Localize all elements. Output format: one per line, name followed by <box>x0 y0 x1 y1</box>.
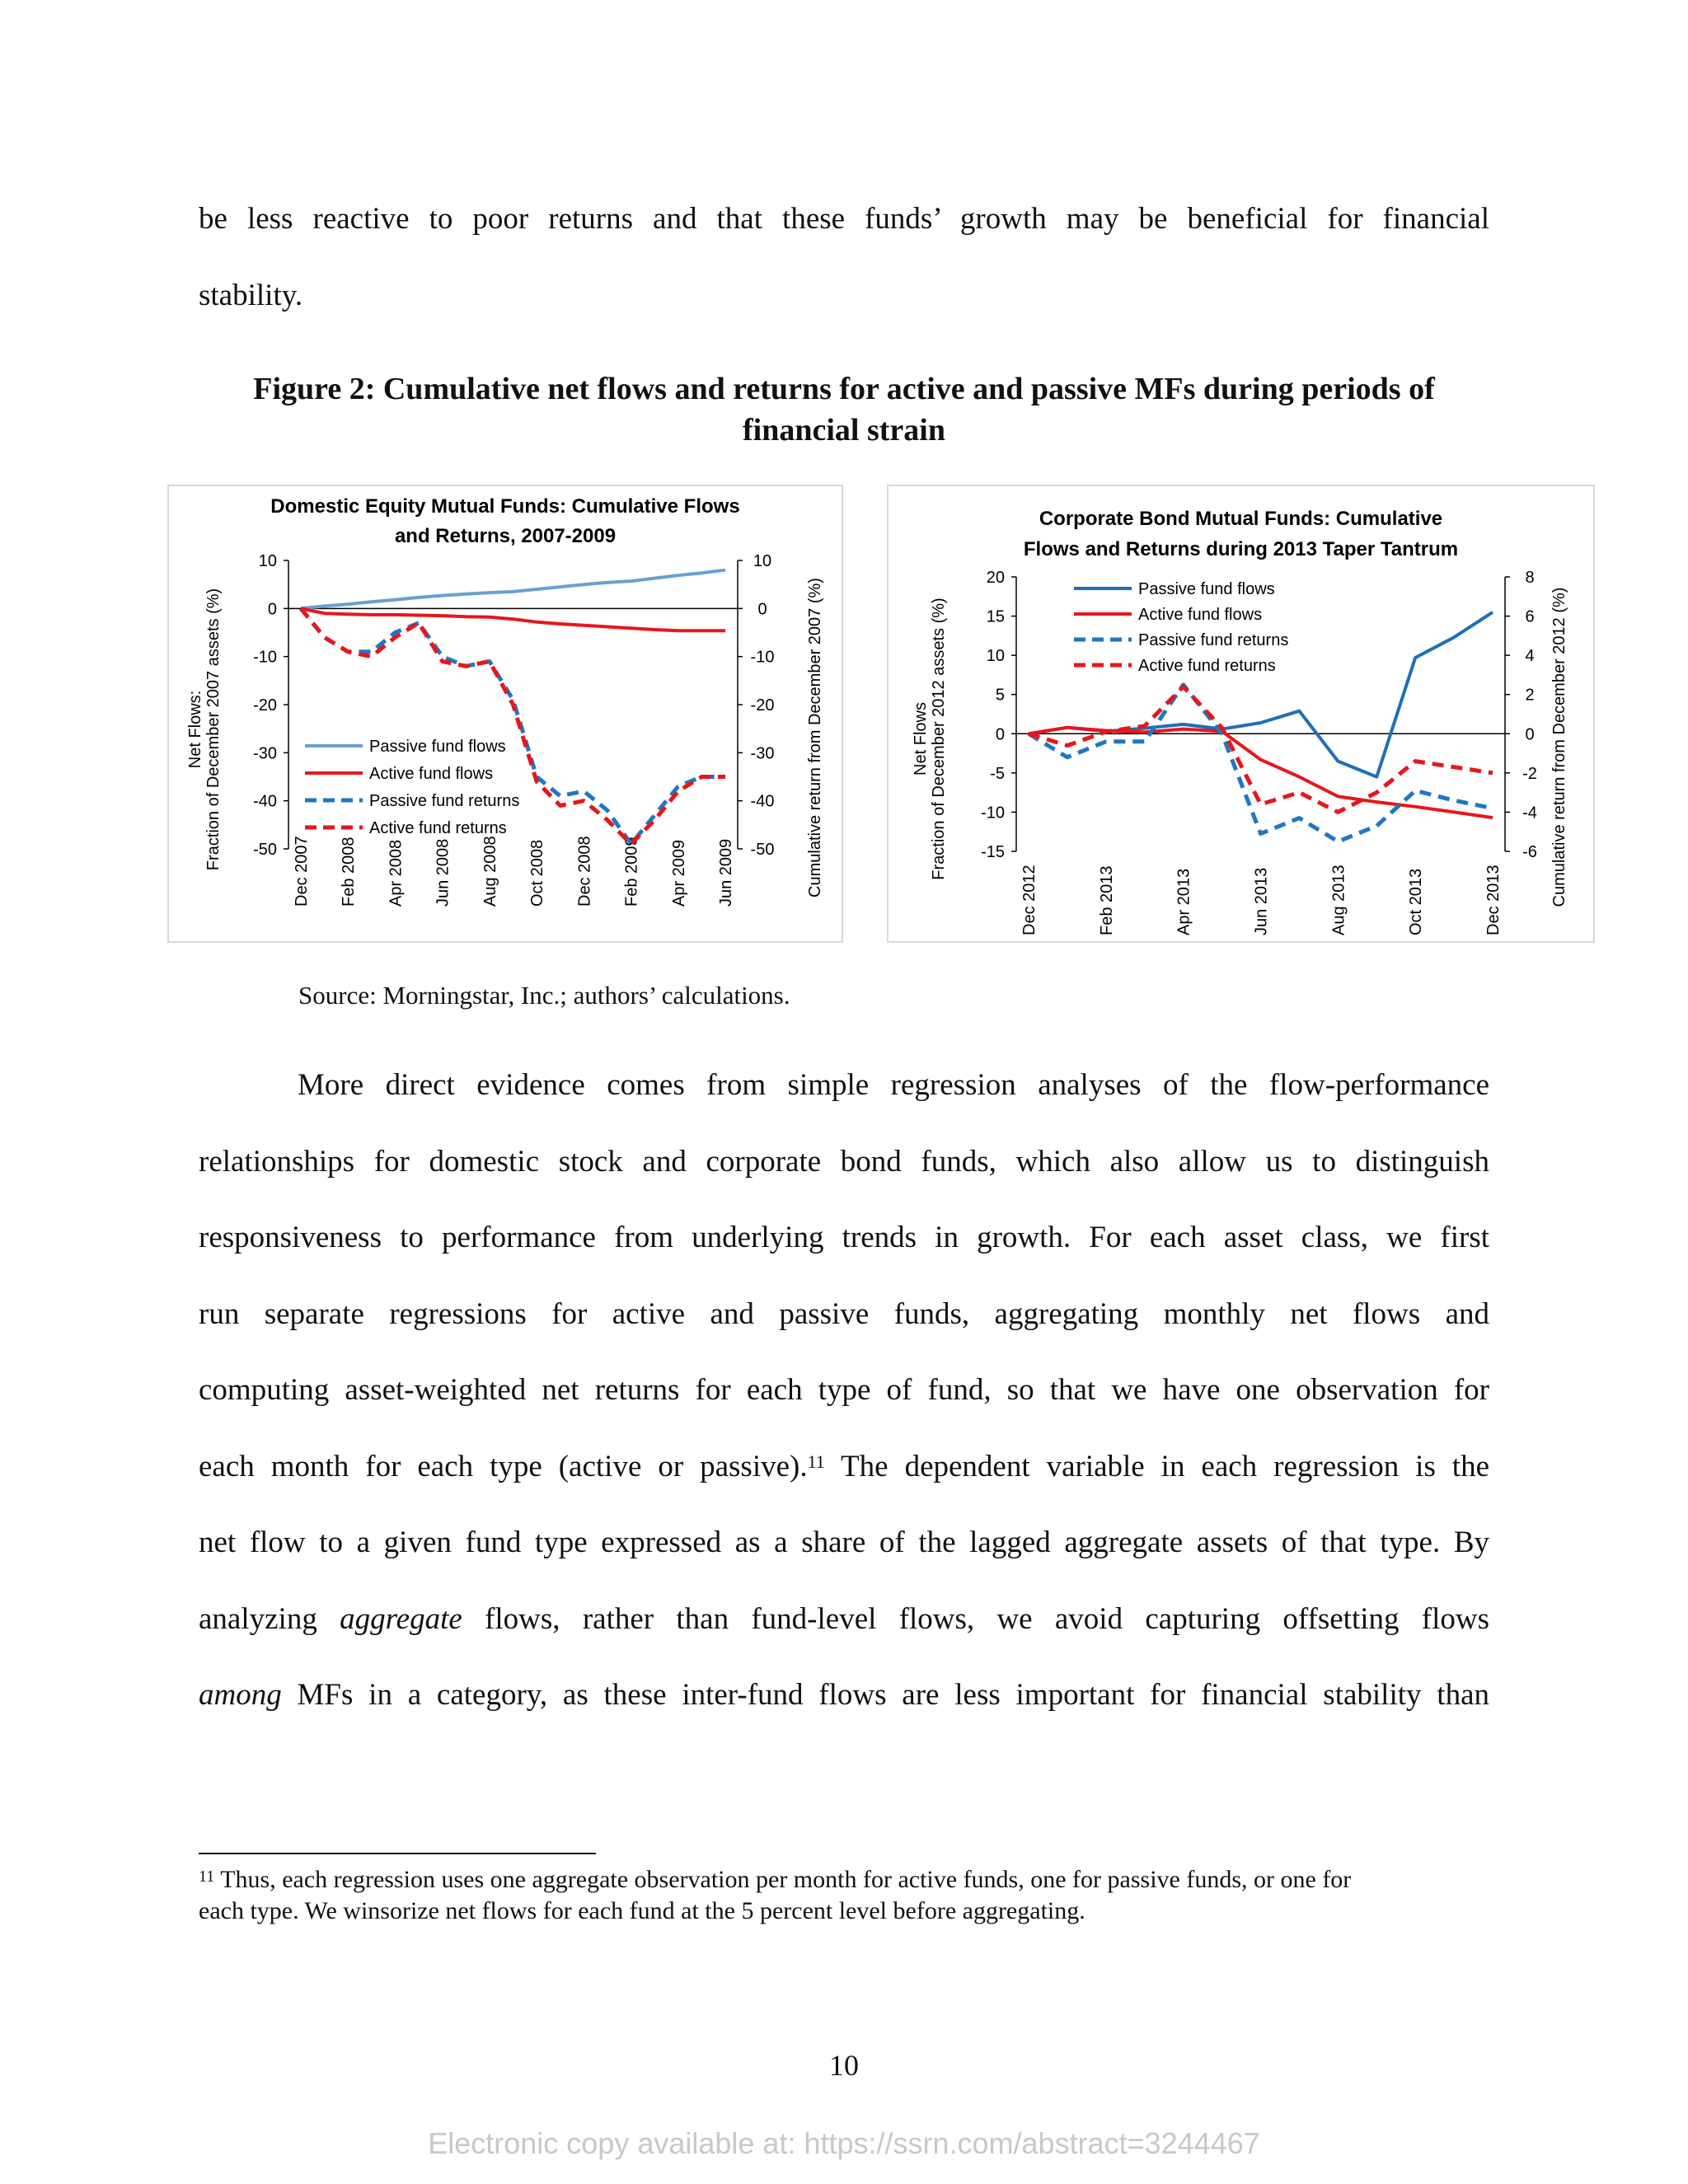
series-active-fund-flows <box>301 608 725 630</box>
emphasis-among: among <box>199 1678 282 1712</box>
text-fragment: flows, rather than fund-level flows, we avoid capturing offsetting flows <box>462 1601 1490 1636</box>
x-tick-label: Apr 2009 <box>669 839 688 907</box>
right-tick-label: -4 <box>1522 804 1537 823</box>
left-tick-label: -20 <box>253 696 277 715</box>
emphasis-aggregate: aggregate <box>340 1601 462 1636</box>
text-fragment: The dependent variable in each regression is the <box>824 1449 1489 1483</box>
page-number: 10 <box>829 2049 859 2082</box>
text-line: computing asset-weighted net returns for each type of fund, so that we have one observation for <box>199 1373 1489 1407</box>
x-tick-label: Aug 2008 <box>481 836 499 907</box>
footnote-line2: each type. We winsorize net flows for each fund at the 5 percent level before aggregating. <box>199 1897 1085 1924</box>
right-tick-label: -40 <box>750 792 775 811</box>
right-tick-label: 0 <box>1525 725 1535 744</box>
x-tick-label: Dec 2008 <box>575 836 594 907</box>
figure-title-line1: Figure 2: Cumulative net flows and returns for active and passive MFs during periods of <box>253 372 1435 406</box>
right-tick-label: -30 <box>750 744 775 763</box>
left-tick-label: 10 <box>986 647 1005 666</box>
right-tick-label: 0 <box>757 600 767 619</box>
left-axis-title: Net Flows: <box>186 690 204 769</box>
x-tick-label: Feb 2013 <box>1097 865 1116 935</box>
right-tick-label: 6 <box>1525 607 1535 626</box>
text-line: relationships for domestic stock and corporate bond funds, which also allow us to distinguish <box>199 1144 1489 1179</box>
legend-label: Passive fund returns <box>369 792 520 810</box>
legend-label: Passive fund flows <box>1138 580 1275 598</box>
left-tick-label: -10 <box>981 804 1005 823</box>
left-tick-label: 20 <box>986 569 1005 587</box>
footnote <box>199 1864 1489 1927</box>
right-axis-title: Cumulative return from December 2007 (%) <box>806 578 824 898</box>
left-tick-label: 0 <box>267 600 277 619</box>
text-line: be less reactive to poor returns and that these funds’ growth may be beneficial for financial <box>199 202 1489 236</box>
text-line: More direct evidence comes from simple regression analyses of the flow-performance <box>298 1068 1489 1102</box>
text-fragment: MFs in a category, as these inter-fund flows are less important for financial stability than <box>281 1678 1489 1712</box>
legend-label: Active fund returns <box>369 819 507 837</box>
legend-label: Active fund flows <box>369 765 494 783</box>
left-tick-label: -40 <box>253 792 277 811</box>
chart-title: Flows and Returns during 2013 Taper Tantrum <box>1023 538 1459 560</box>
text-line: net flow to a given fund type expressed as a share of the lagged aggregate assets of that type. By <box>199 1526 1489 1559</box>
right-tick-label: 10 <box>753 552 772 570</box>
series-active-fund-flows <box>1029 728 1493 818</box>
legend-label: Active fund returns <box>1138 657 1276 675</box>
ssrn-link[interactable]: Electronic copy available at: https://ssrn.com/abstract=3244467 <box>428 2126 1260 2160</box>
chart-title: Domestic Equity Mutual Funds: Cumulative Flows <box>270 495 740 518</box>
footnote-divider <box>199 1853 596 1854</box>
text-fragment: analyzing <box>199 1601 340 1636</box>
right-tick-label: -6 <box>1522 843 1537 861</box>
x-tick-label: Aug 2013 <box>1329 865 1348 935</box>
text-fragment: each month for each type (active or passive). <box>199 1449 808 1483</box>
legend-label: Passive fund flows <box>369 738 506 756</box>
text-line: run separate regressions for active and passive funds, aggregating monthly net flows and <box>199 1296 1489 1331</box>
left-axis-title: Fraction of December 2007 assets (%) <box>204 588 223 871</box>
x-tick-label: Feb 2009 <box>622 837 641 907</box>
right-tick-label: 2 <box>1525 686 1535 705</box>
x-tick-label: Feb 2008 <box>340 837 359 907</box>
right-tick-label: -2 <box>1522 764 1537 783</box>
left-tick-label: -50 <box>253 841 277 859</box>
chart-bond <box>887 485 1595 943</box>
x-tick-label: Jun 2013 <box>1252 867 1271 935</box>
footnote-marker: 11 <box>199 1868 215 1886</box>
x-tick-label: Apr 2008 <box>387 839 406 907</box>
chart-title: and Returns, 2007-2009 <box>394 525 617 547</box>
left-tick-label: -10 <box>253 648 277 667</box>
left-axis-title: Fraction of December 2012 assets (%) <box>930 598 948 880</box>
x-tick-label: Dec 2012 <box>1020 865 1039 935</box>
x-tick-label: Oct 2013 <box>1407 868 1426 935</box>
chart-title: Corporate Bond Mutual Funds: Cumulative <box>1039 508 1443 530</box>
x-tick-label: Apr 2013 <box>1175 868 1193 935</box>
right-tick-label: -10 <box>750 648 775 667</box>
figure-source: Source: Morningstar, Inc.; authors’ calculations. <box>298 981 790 1010</box>
left-tick-label: -15 <box>981 843 1005 861</box>
footnote-line1 <box>199 1864 1489 1896</box>
text-line: responsiveness to performance from underlying trends in growth. For each asset class, we first <box>199 1221 1489 1254</box>
left-tick-label: 10 <box>258 552 277 570</box>
x-tick-label: Dec 2007 <box>293 836 311 907</box>
left-tick-label: -5 <box>990 764 1005 783</box>
right-axis-title: Cumulative return from December 2012 (%) <box>1550 587 1568 907</box>
chart-bond-svg <box>889 486 1593 941</box>
left-tick-label: 0 <box>995 725 1005 744</box>
series-passive-fund-flows <box>301 570 725 609</box>
x-tick-label: Jun 2008 <box>434 838 452 907</box>
right-tick-label: -20 <box>750 696 775 715</box>
legend-label: Active fund flows <box>1138 606 1263 624</box>
right-tick-label: 4 <box>1525 647 1535 666</box>
text-line <box>199 1429 1489 1506</box>
left-tick-label: -30 <box>253 744 277 763</box>
left-axis-title: Net Flows <box>912 702 930 776</box>
body-paragraph <box>199 1047 1489 1734</box>
figure-title-line2: financial strain <box>743 413 945 448</box>
left-tick-label: 15 <box>986 607 1005 626</box>
x-tick-label: Jun 2009 <box>717 838 735 907</box>
footnote-ref[interactable]: 11 <box>807 1451 825 1472</box>
top-paragraph <box>199 181 1489 334</box>
text-line: stability. <box>199 278 303 312</box>
text-line <box>199 1657 1489 1734</box>
x-tick-label: Oct 2008 <box>528 839 547 907</box>
left-tick-label: 5 <box>995 686 1005 705</box>
chart-equity <box>167 485 843 943</box>
x-tick-label: Dec 2013 <box>1484 865 1503 935</box>
footnote-text: Thus, each regression uses one aggregate observation per month for active funds, one for passive funds, or one for <box>214 1866 1352 1893</box>
figure-title <box>199 368 1489 451</box>
legend-label: Passive fund returns <box>1138 631 1289 649</box>
right-tick-label: -50 <box>750 841 775 859</box>
right-tick-label: 8 <box>1525 569 1535 587</box>
text-line <box>199 1582 1489 1658</box>
chart-equity-svg <box>169 486 842 941</box>
